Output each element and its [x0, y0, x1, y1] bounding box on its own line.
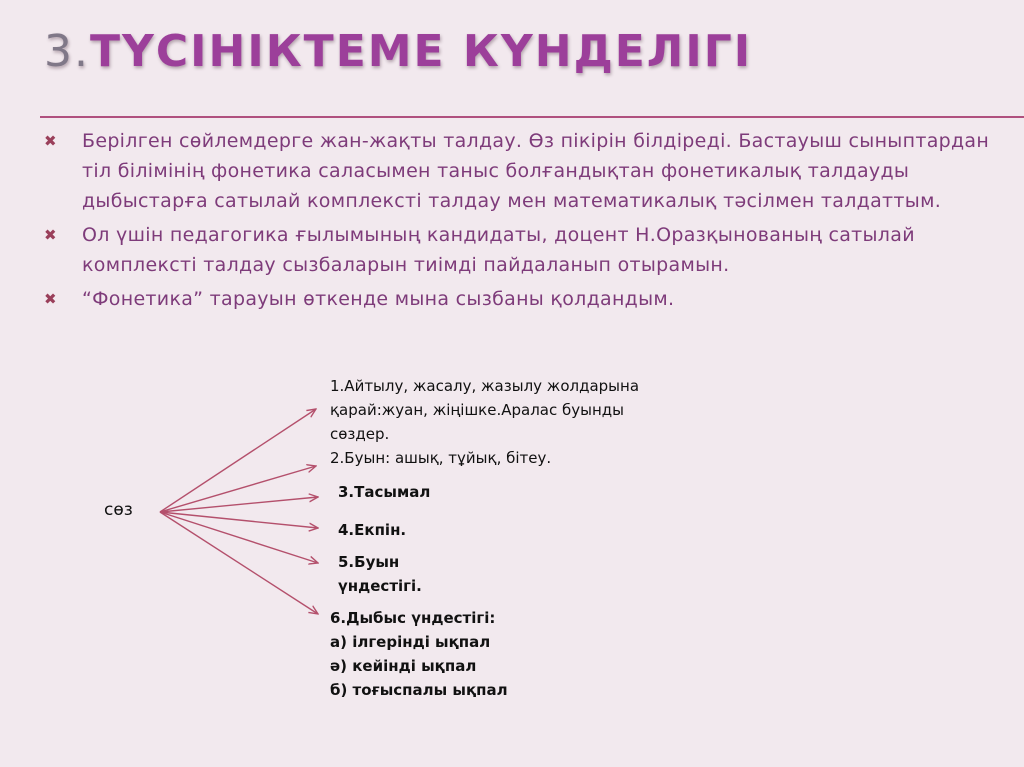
title-number: 3. — [44, 26, 90, 77]
arrow-to-branch-1a — [160, 409, 316, 512]
branch-label-4: 4.Екпін. — [338, 521, 407, 539]
title-text: ТҮСІНІКТЕМЕ КҮНДЕЛІГІ — [89, 26, 753, 77]
x-mark-icon: ✖ — [44, 226, 57, 244]
arrow-to-branch-6 — [160, 512, 318, 614]
x-mark-icon: ✖ — [44, 290, 57, 308]
bullet-text: Берілген сөйлемдерге жан-жақты талдау. Өз пікірін білдіреді. Бастауыш сыныптардан тіл білімінің фонетика саласымен таныс болғандықтан фонетикалық талдауды дыбыстарға сатылай комплексті талдау мен математикалық тәсілмен талдаттым. — [82, 130, 990, 212]
bullet-text: Ол үшін педагогика ғылымының кандидаты, доцент Н.Оразқынованың сатылай комплексті талдау сызбаларын тиімді пайдаланып отырамын. — [82, 224, 915, 276]
branch-label-1: 1.Айтылу, жасалу, жазылу жолдарына қарай:жуан, жіңішке.Аралас буынды сөздер. 2.Буын: ашық, тұйық, бітеу. — [330, 377, 640, 467]
branch-label-5: 5.Буын үндестігі. — [338, 553, 422, 595]
bullet-text: “Фонетика” тарауын өткенде мына сызбаны қолдандым. — [82, 288, 675, 310]
diagram-root-word: сөз — [104, 500, 133, 520]
x-mark-icon: ✖ — [44, 132, 57, 150]
branch-label-6: 6.Дыбыс үндестігі: а) ілгерінді ықпал ә) кейінді ықпал б) тоғыспалы ықпал — [330, 609, 508, 699]
branch-label-3: 3.Тасымал — [338, 483, 431, 501]
